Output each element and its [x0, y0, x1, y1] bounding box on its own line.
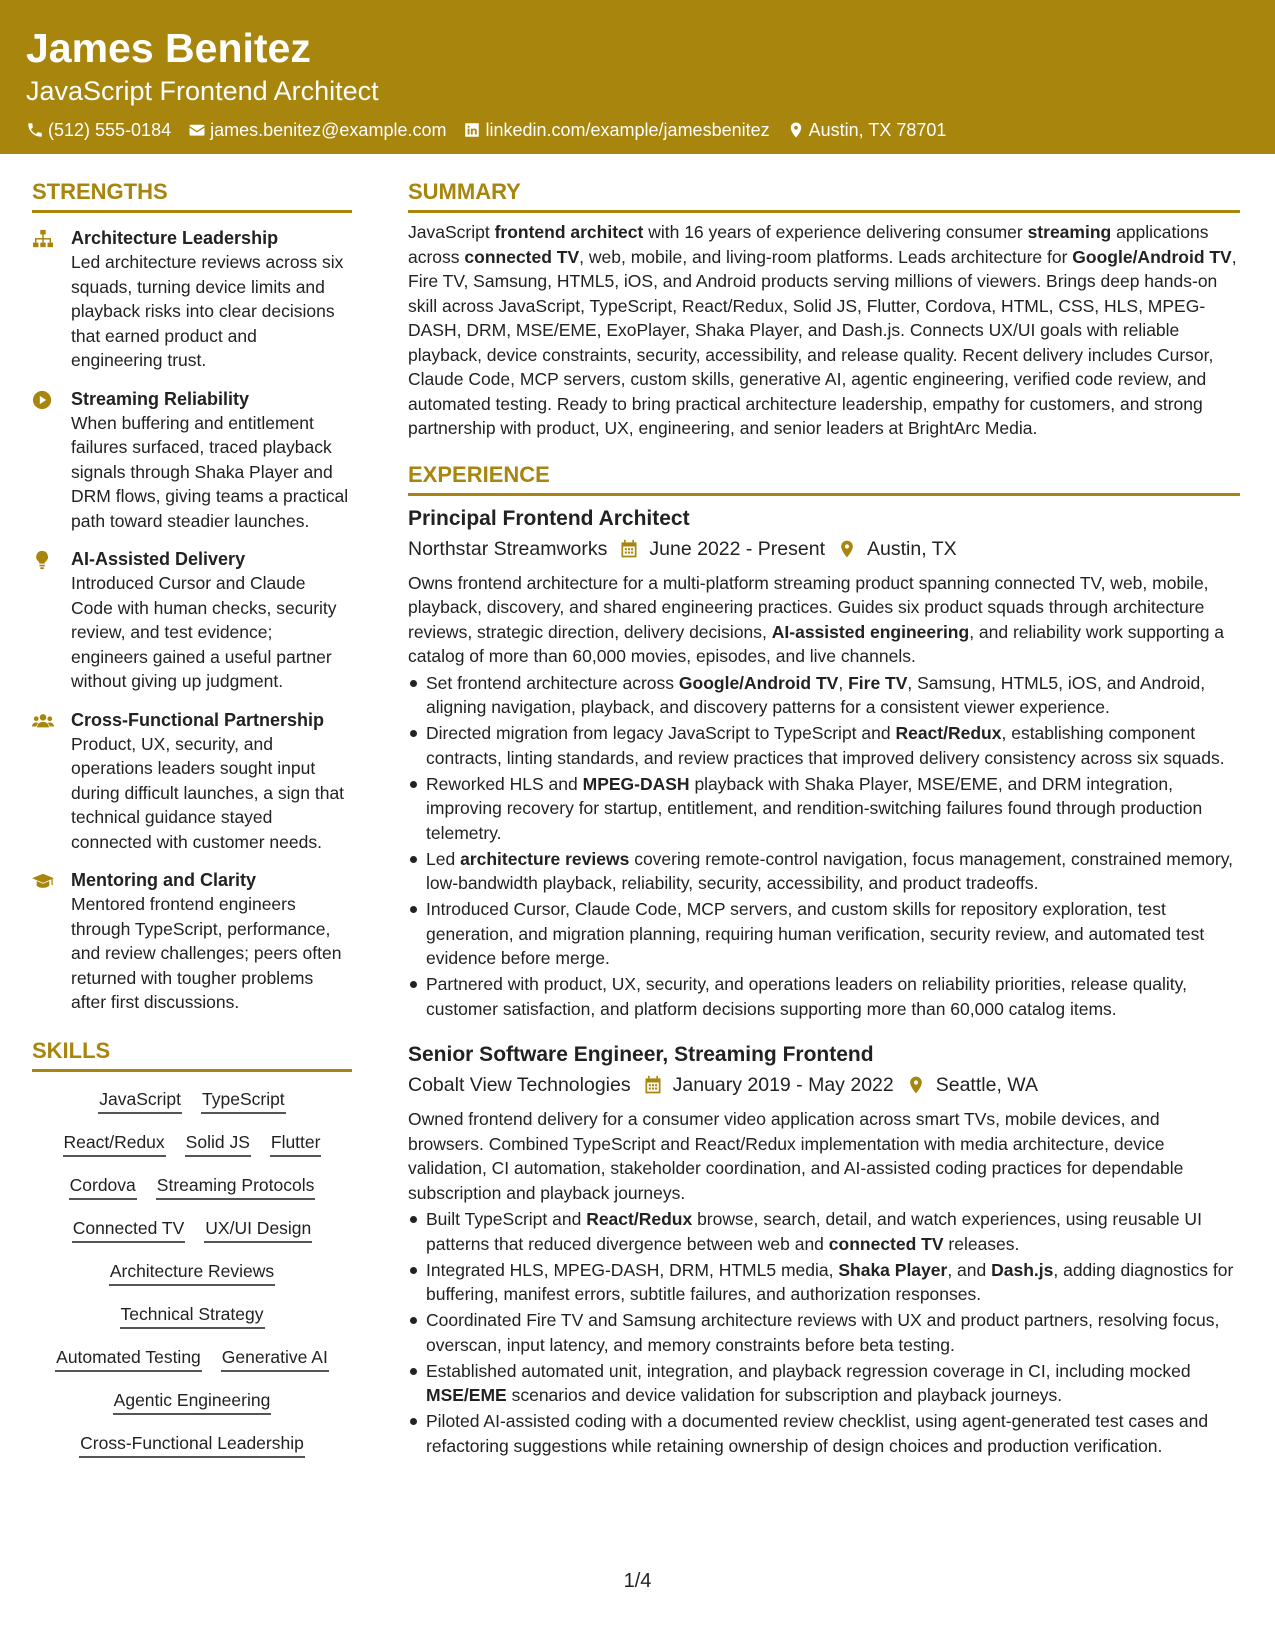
- strength-desc: Mentored frontend engineers through TypeScript, performance, and review challenges; peers often returned with tougher problems after first discussions.: [71, 894, 342, 1012]
- text-run: , adding diagnostics for buffering, manifest errors, subtitle failures, and authorization responses.: [426, 1259, 1234, 1304]
- bold-keyword: Fire TV: [848, 672, 908, 693]
- location-text: Austin, TX 78701: [808, 120, 947, 140]
- envelope-icon: [188, 121, 206, 139]
- job-meta: [408, 535, 1240, 563]
- text-run: Coordinated Fire TV and Samsung architecture reviews with UX and product partners, resolving focus, overscan, input latency, and memory constraints before beta testing.: [426, 1310, 1220, 1355]
- text-run: , Samsung, HTML5, iOS, and Android, aligning navigation, playback, and discovery patterns for a consistent viewer experience.: [426, 672, 1206, 717]
- linkedin-icon: [463, 121, 481, 139]
- text-run: , web, mobile, and living-room platforms. Leads architecture for: [579, 246, 1073, 267]
- calendar-icon: [619, 539, 639, 559]
- text-run: Integrated HLS, MPEG-DASH, DRM, HTML5 media,: [426, 1259, 839, 1280]
- strength-item: [32, 226, 352, 373]
- strength-desc: Led architecture reviews across six squads, turning device limits and playback risks into clear decisions that earned product and engineering trust.: [71, 252, 344, 370]
- strength-item: [32, 868, 352, 1015]
- skill-tag: Architecture Reviews: [109, 1258, 275, 1286]
- bold-keyword: MPEG-DASH: [582, 773, 690, 794]
- strengths-list: [32, 226, 352, 1015]
- text-run: releases.: [943, 1233, 1020, 1254]
- skill-row: [32, 1387, 352, 1415]
- text-run: Led: [426, 848, 461, 869]
- strength-title: Architecture Leadership: [71, 228, 279, 248]
- map-marker-icon: [837, 539, 857, 559]
- lightbulb-icon: [32, 550, 54, 570]
- text-run: Established automated unit, integration, and playback regression coverage in CI, including mocked: [426, 1360, 1191, 1381]
- text-run: Reworked HLS and: [426, 773, 583, 794]
- job-entry: [408, 1040, 1240, 1458]
- skill-tag: JavaScript: [98, 1086, 182, 1114]
- sitemap-icon: [32, 229, 54, 249]
- bullet-item: [408, 897, 1240, 971]
- text-run: ,: [838, 672, 849, 693]
- contact-linkedin[interactable]: [463, 119, 769, 141]
- bullet-item: [408, 1308, 1240, 1357]
- job-meta: [408, 1071, 1240, 1099]
- skill-tag: Generative AI: [221, 1344, 329, 1372]
- job-description: [408, 1107, 1240, 1205]
- bullet-item: [408, 1409, 1240, 1458]
- strength-desc: Introduced Cursor and Claude Code with human checks, security review, and test evidence; engineers gained a useful partner without giving up judgment.: [71, 573, 337, 691]
- candidate-name: James Benitez: [26, 25, 311, 71]
- play-circle-icon: [32, 390, 54, 410]
- text-run: scenarios and device validation for subscription and playback journeys.: [506, 1385, 1063, 1405]
- text-run: Owned frontend delivery for a consumer video application across smart TVs, mobile devices, and browsers. Combined TypeScript and React/Redux implementation with media architecture, device validation, CI automation, stakeholder coordination, and AI-assisted coding practices for dependable subscription and playback journeys.: [408, 1109, 1184, 1203]
- contact-bar: [26, 119, 1275, 141]
- strength-title: Cross-Functional Partnership: [71, 709, 325, 730]
- bold-keyword: Google/Android TV: [1072, 246, 1232, 267]
- bold-keyword: connected TV: [828, 1233, 944, 1254]
- text-run: Owns frontend architecture for a multi-platform streaming product spanning connected TV, web, mobile, playback, discovery, and shared engineering practices. Guides six product squads through architecture reviews, strategic direction, delivery decisions,: [408, 572, 1209, 642]
- bullet-item: [408, 1359, 1240, 1408]
- bold-keyword: React/Redux: [895, 723, 1002, 743]
- bold-keyword: Shaka Player: [838, 1259, 948, 1280]
- email-text: james.benitez@example.com: [210, 120, 447, 140]
- bold-keyword: Dash.js: [991, 1259, 1054, 1280]
- job-title: Principal Frontend Architect: [408, 506, 690, 530]
- candidate-role: JavaScript Frontend Architect: [26, 76, 379, 106]
- skill-row: [32, 1086, 352, 1114]
- strength-item: [32, 708, 352, 855]
- bold-keyword: Google/Android TV: [678, 672, 839, 693]
- skill-tag: Cross-Functional Leadership: [79, 1430, 305, 1458]
- skill-tag: Automated Testing: [55, 1344, 202, 1372]
- job-entry: [408, 504, 1240, 1022]
- text-run: , establishing component contracts, linting standards, and review practices that improved delivery consistency across six squads.: [426, 723, 1225, 768]
- text-run: , Fire TV, Samsung, HTML5, iOS, and Android products serving millions of viewers. Brings deep hands-on skill across JavaScript, TypeScript, React/Redux, Solid JS, Flutter, Cordova, HTML, CSS, HLS, MPEG-DASH, DRM, MSE/EME, ExoPlayer, Shaka Player, and Dash.js. Connects UX/UI goals with reliable playback, device constraints, security, accessibility, and release quality. Recent delivery includes Cursor, Claude Code, MCP servers, custom skills, generative AI, agentic engineering, verified code review, and automated testing. Ready to bring practical architecture leadership, empathy for customers, and strong partnership with product, UX, engineering, and senior leaders at BrightArc Media.: [408, 246, 1237, 438]
- text-run: Directed migration from legacy JavaScript to TypeScript and: [426, 723, 896, 743]
- bold-keyword: MSE/EME: [426, 1385, 507, 1405]
- text-run: Built TypeScript and: [426, 1209, 587, 1229]
- skills-heading: SKILLS: [32, 1037, 352, 1072]
- skill-tag: Streaming Protocols: [156, 1172, 316, 1200]
- job-bullets: [408, 671, 1240, 1022]
- text-run: Set frontend architecture across: [426, 672, 679, 693]
- map-marker-icon: [787, 121, 805, 139]
- job-title: Senior Software Engineer, Streaming Frontend: [408, 1043, 874, 1066]
- strengths-heading: STRENGTHS: [32, 178, 352, 213]
- text-run: Piloted AI-assisted coding with a documented review checklist, using agent-generated test cases and refactoring suggestions while retaining ownership of design choices and production verification.: [426, 1411, 1209, 1456]
- text-run: JavaScript: [408, 222, 495, 242]
- skill-row: [32, 1172, 352, 1200]
- job-dates: January 2019 - May 2022: [672, 1074, 894, 1096]
- job-description: [408, 571, 1240, 669]
- right-column: [408, 178, 1240, 1460]
- strength-title: AI-Assisted Delivery: [71, 549, 246, 569]
- bold-keyword: streaming: [1027, 222, 1112, 242]
- text-run: Introduced Cursor, Claude Code, MCP servers, and custom skills for repository exploration, test generation, and migration planning, requiring human verification, security review, and automated test evidence before merge.: [426, 899, 1205, 968]
- job-location: Austin, TX: [867, 537, 957, 560]
- phone-text: (512) 555-0184: [48, 120, 172, 140]
- skills-list: [32, 1086, 352, 1458]
- job-dates: June 2022 - Present: [649, 537, 826, 560]
- skill-tag: Solid JS: [185, 1129, 251, 1157]
- skill-tag: Connected TV: [72, 1215, 186, 1243]
- bold-keyword: AI-assisted engineering: [771, 621, 970, 642]
- skill-tag: Cordova: [69, 1172, 137, 1200]
- skill-row: [32, 1301, 352, 1329]
- strength-item: [32, 547, 352, 694]
- bold-keyword: architecture reviews: [460, 848, 630, 869]
- resume-header: [0, 0, 1275, 154]
- linkedin-text: linkedin.com/example/jamesbenitez: [485, 120, 770, 140]
- summary-text: [408, 220, 1240, 441]
- skill-tag: Flutter: [270, 1129, 322, 1157]
- contact-location: [787, 119, 947, 141]
- calendar-icon: [643, 1075, 663, 1095]
- strength-desc: Product, UX, security, and operations leaders sought input during difficult launches, a sign that technical guidance stayed connected with customer needs.: [71, 733, 345, 852]
- skill-tag: TypeScript: [201, 1086, 286, 1114]
- skill-row: [32, 1129, 352, 1157]
- skill-row: [32, 1430, 352, 1458]
- page-number: 1/4: [623, 1570, 652, 1592]
- text-run: applications across: [408, 222, 1209, 267]
- map-marker-icon: [906, 1075, 926, 1095]
- bold-keyword: frontend architect: [494, 222, 644, 242]
- bold-keyword: connected TV: [464, 246, 580, 267]
- bullet-item: [408, 1258, 1240, 1307]
- job-location: Seattle, WA: [935, 1074, 1038, 1096]
- text-run: playback with Shaka Player, MSE/EME, and DRM integration, improving recovery for startup, entitlement, and rendition-switching failures found through production telemetry.: [426, 773, 1203, 843]
- skill-row: [32, 1258, 352, 1286]
- bullet-item: [408, 847, 1240, 896]
- job-company: Northstar Streamworks: [408, 537, 608, 560]
- strength-title: Mentoring and Clarity: [71, 870, 257, 890]
- left-column: [32, 178, 352, 1473]
- skill-tag: UX/UI Design: [204, 1215, 312, 1243]
- strength-title: Streaming Reliability: [71, 388, 250, 409]
- skill-tag: React/Redux: [63, 1129, 166, 1157]
- job-company: Cobalt View Technologies: [408, 1074, 631, 1096]
- text-run: with 16 years of experience delivering consumer: [643, 222, 1028, 242]
- text-run: , and reliability work supporting a catalog of more than 60,000 movies, episodes, and live channels.: [408, 621, 1225, 666]
- strength-item: [32, 387, 352, 534]
- users-icon: [32, 711, 54, 731]
- skill-tag: Technical Strategy: [120, 1301, 265, 1329]
- text-run: browse, search, detail, and watch experiences, using reusable UI patterns that reduced divergence between web and: [426, 1209, 1202, 1254]
- skill-row: [32, 1344, 352, 1372]
- contact-email[interactable]: [188, 119, 446, 141]
- text-run: Partnered with product, UX, security, and operations leaders on reliability priorities, release quality, customer satisfaction, and platform decisions supporting more than 60,000 catalog items.: [426, 974, 1187, 1019]
- text-run: , and: [947, 1259, 992, 1280]
- skill-row: [32, 1215, 352, 1243]
- bullet-item: [408, 671, 1240, 720]
- bullet-item: [408, 972, 1240, 1021]
- bullet-item: [408, 1207, 1240, 1256]
- graduation-cap-icon: [32, 871, 54, 891]
- job-bullets: [408, 1207, 1240, 1458]
- contact-phone[interactable]: [26, 119, 171, 141]
- summary-heading: SUMMARY: [408, 178, 1240, 213]
- bullet-item: [408, 721, 1240, 770]
- skill-tag: Agentic Engineering: [113, 1387, 272, 1415]
- bullet-item: [408, 772, 1240, 846]
- bold-keyword: React/Redux: [586, 1209, 693, 1229]
- phone-icon: [26, 121, 44, 139]
- text-run: covering remote-control navigation, focus management, constrained memory, low-bandwidth playback, reliability, security, accessibility, and product tradeoffs.: [426, 848, 1234, 893]
- experience-heading: EXPERIENCE: [408, 461, 1240, 496]
- strength-desc: When buffering and entitlement failures surfaced, traced playback signals through Shaka Player and DRM flows, giving teams a practical path toward steadier launches.: [71, 412, 349, 531]
